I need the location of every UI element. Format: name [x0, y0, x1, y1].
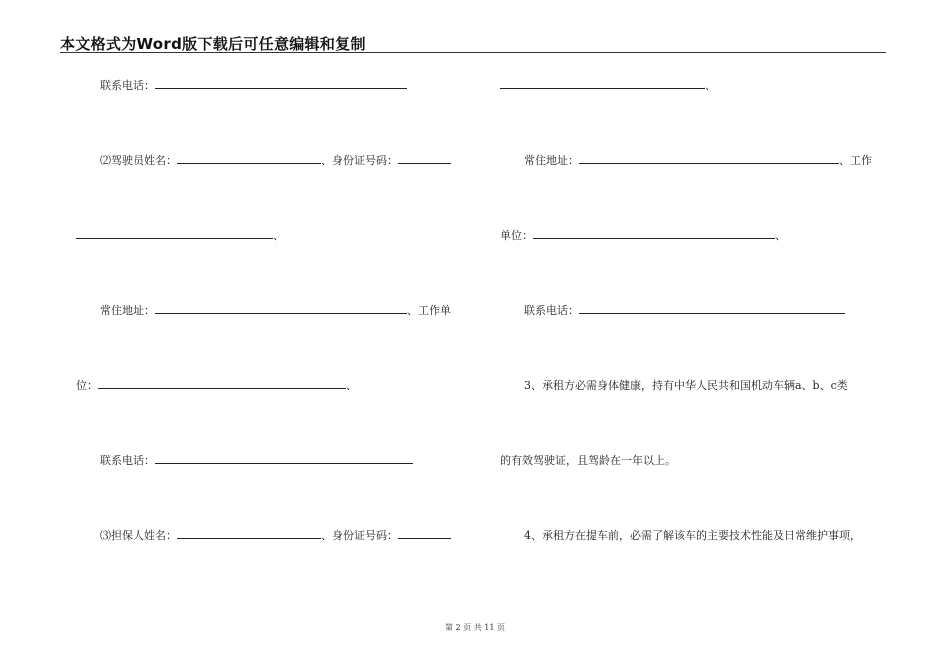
guarantor-id-blank: [398, 529, 451, 539]
right-continuation-blank: [500, 79, 705, 89]
guarantor-name-blank: [177, 529, 321, 539]
right-address-label: 常住地址：: [524, 154, 579, 167]
continuation-end: 、: [273, 229, 284, 242]
left-contact-phone-line-2: [100, 454, 413, 468]
contact-phone-blank-2: [155, 454, 413, 464]
clause-3-line-1: 3、承租方必需身体健康，持有中华人民共和国机动车辆a、b、c类: [524, 379, 848, 392]
left-guarantor-name-line: [100, 529, 451, 543]
page-header-title: 本文格式为Word版下载后可任意编辑和复制: [60, 35, 366, 53]
left-address-line: [100, 304, 451, 318]
contact-phone-label: 联系电话：: [100, 79, 155, 92]
work-unit-blank: [98, 379, 346, 389]
id-number-label: 、身份证号码：: [321, 154, 398, 167]
contact-phone-blank: [155, 79, 407, 89]
right-contact-phone-label: 联系电话：: [524, 304, 579, 317]
work-unit-end: 、: [346, 379, 357, 392]
guarantor-id-label: 、身份证号码：: [321, 529, 398, 542]
driver-name-label: ⑵驾驶员姓名：: [100, 154, 177, 167]
right-continuation-line: [500, 79, 716, 93]
address-end: 、工作单: [407, 304, 451, 317]
page-number-footer: 第 2 页 共 11 页: [445, 623, 505, 632]
left-driver-name-line: [100, 154, 451, 168]
left-work-unit-line: [76, 379, 357, 393]
right-address-end: 、工作: [839, 154, 872, 167]
left-continuation-line: [76, 229, 284, 243]
id-number-blank: [398, 154, 451, 164]
clause-4-line-1: 4、承租方在提车前，必需了解该车的主要技术性能及日常维护事项，: [524, 529, 861, 542]
left-contact-phone-line: [100, 79, 407, 93]
right-work-unit-label: 单位：: [500, 229, 533, 242]
right-work-unit-blank: [533, 229, 775, 239]
right-work-unit-line: [500, 229, 786, 243]
right-address-blank: [579, 154, 839, 164]
right-address-line: [524, 154, 872, 168]
right-continuation-end: 、: [705, 79, 716, 92]
address-label: 常住地址：: [100, 304, 155, 317]
header-rule: [60, 52, 886, 53]
guarantor-name-label: ⑶担保人姓名：: [100, 529, 177, 542]
work-unit-label: 位：: [76, 379, 98, 392]
contact-phone-label-2: 联系电话：: [100, 454, 155, 467]
clause-3-line-2: 的有效驾驶证，且驾龄在一年以上。: [500, 454, 676, 467]
right-contact-phone-line: [524, 304, 845, 318]
driver-name-blank: [177, 154, 321, 164]
right-contact-phone-blank: [579, 304, 845, 314]
address-blank: [155, 304, 407, 314]
right-work-unit-end: 、: [775, 229, 786, 242]
continuation-blank: [76, 229, 273, 239]
